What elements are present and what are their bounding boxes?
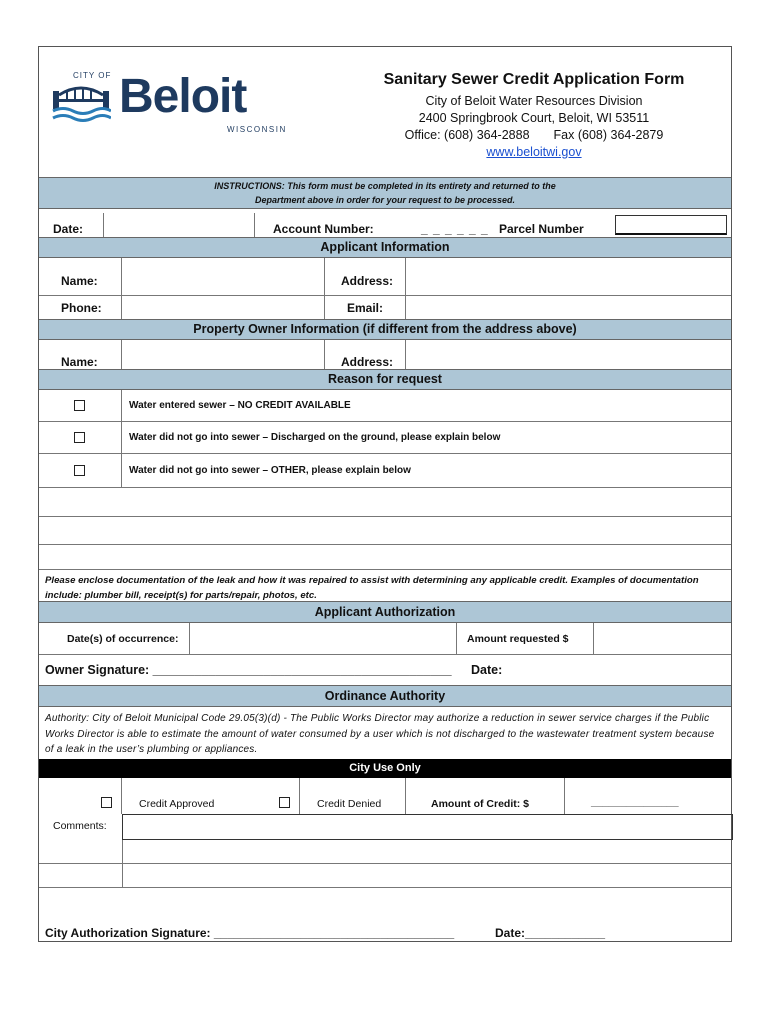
amount-requested-label: Amount requested $ [467,633,569,645]
reason-heading: Reason for request [39,369,731,390]
website-link[interactable]: www.beloitwi.gov [486,145,582,159]
city-authorization-date[interactable]: Date:____________ [495,926,606,940]
owner-info-heading: Property Owner Information (if different from the address above) [39,319,731,340]
applicant-info-heading: Applicant Information [39,237,731,258]
comments-field-2[interactable] [122,840,731,863]
city-signature-row [39,888,731,942]
owner-address-field[interactable] [405,340,731,369]
divider [121,778,122,814]
amount-requested-field[interactable] [593,623,731,654]
owner-signature-line[interactable]: Owner Signature: ___________________________________________ [45,663,452,677]
comments-row-2 [39,840,731,864]
city-authorization-signature[interactable]: City Authorization Signature: ____________________________________ [45,926,455,940]
applicant-email-field[interactable] [405,296,731,319]
divider [121,422,122,453]
owner-signature-date-label: Date: [471,663,503,677]
divider [299,778,300,814]
sewer-credit-form [38,46,732,942]
reason-option-1 [39,390,731,422]
applicant-authorization-heading: Applicant Authorization [39,601,731,623]
reason-3-label: Water did not go into sewer – OTHER, please explain below [129,465,411,476]
credit-approved-label: Credit Approved [139,798,215,810]
department-name: City of Beloit Water Resources Division [425,94,643,108]
divider [564,778,565,814]
ordinance-heading: Ordinance Authority [39,685,731,707]
divider [121,390,122,421]
owner-address-label: Address: [341,355,394,369]
department-address: 2400 Springbrook Court, Beloit, WI 53511 [418,111,650,125]
header [39,47,731,177]
date-account-row [39,209,731,237]
instructions-text: INSTRUCTIONS: This form must be completed in its entirety and returned to the Department above in order for your request to be processed. [214,181,556,205]
credit-decision-row [39,778,731,814]
credit-denied-checkbox[interactable] [279,797,290,808]
reason-1-label: Water entered sewer – NO CREDIT AVAILABLE [129,400,351,411]
comments-row [39,814,731,840]
reason-2-checkbox[interactable] [74,432,85,443]
owner-name-row [39,340,731,369]
city-use-heading: City Use Only [39,759,731,778]
divider [121,454,122,487]
credit-approved-checkbox[interactable] [101,797,112,808]
ordinance-text-block [39,707,731,759]
ordinance-text: Authority: City of Beloit Municipal Code 29.05(3)(d) - The Public Works Director may authorize a reduction in sewer service charges if the Public Works Director is able to estimate the amount of water consumed by a user which is not discharged to the wastewater treatment system because of a leak in the user’s plumbing or appliances. [45,713,715,755]
reason-3-checkbox[interactable] [74,465,85,476]
documentation-note [39,569,731,601]
comments-field-3[interactable] [122,864,731,887]
bridge-waves-icon [51,79,111,129]
fax-number: Fax (608) 364-2879 [553,128,664,142]
amount-of-credit-label: Amount of Credit: $ [431,798,529,810]
dates-of-occurrence-label: Date(s) of occurrence: [67,633,179,645]
reason-option-2 [39,422,731,454]
parcel-number-field[interactable] [615,215,727,235]
credit-denied-label: Credit Denied [317,798,382,810]
owner-signature-row [39,655,731,685]
office-phone: Office: (608) 364-2888 [404,128,530,142]
applicant-name-row [39,258,731,296]
account-number-label: Account Number: [273,222,374,236]
comments-row-3 [39,864,731,888]
account-number-field[interactable]: _ _ _ _ _ _ [421,222,489,236]
explanation-line-3[interactable] [39,545,731,569]
logo-state: WISCONSIN [227,125,287,134]
occurrence-row [39,623,731,655]
applicant-address-label: Address: [341,274,394,288]
applicant-name-field[interactable] [121,258,325,295]
applicant-name-label: Name: [61,274,98,288]
explanation-line-1[interactable] [39,488,731,517]
city-logo [51,69,291,139]
logo-city-of: CITY OF [73,71,112,80]
phone-numbers [349,128,719,142]
comments-label: Comments: [53,820,107,832]
applicant-phone-field[interactable] [121,296,325,319]
logo-name: Beloit [119,70,247,123]
divider [405,778,406,814]
parcel-number-label: Parcel Number [499,222,584,236]
form-title: Sanitary Sewer Credit Application Form [383,71,685,88]
owner-name-field[interactable] [121,340,325,369]
dates-of-occurrence-field[interactable] [189,623,457,654]
applicant-address-field[interactable] [405,258,731,295]
explanation-line-2[interactable] [39,517,731,545]
reason-1-checkbox[interactable] [74,400,85,411]
owner-name-label: Name: [61,355,98,369]
amount-of-credit-field[interactable]: _______________ [591,796,679,808]
applicant-phone-row [39,296,731,319]
reason-option-3 [39,454,731,488]
reason-2-label: Water did not go into sewer – Discharged on the ground, please explain below [129,432,501,443]
date-label: Date: [53,222,84,236]
applicant-phone-label: Phone: [61,301,102,315]
applicant-email-label: Email: [347,301,384,315]
date-field[interactable] [103,213,255,237]
comments-field-1[interactable] [122,814,733,840]
documentation-note-text: Please enclose documentation of the leak and how it was repaired to assist with determining any applicable credit. Examples of documentation include: plumber bill, receipt(s) for parts/repair, photos, etc. [45,575,699,601]
instructions-bar [39,177,731,209]
